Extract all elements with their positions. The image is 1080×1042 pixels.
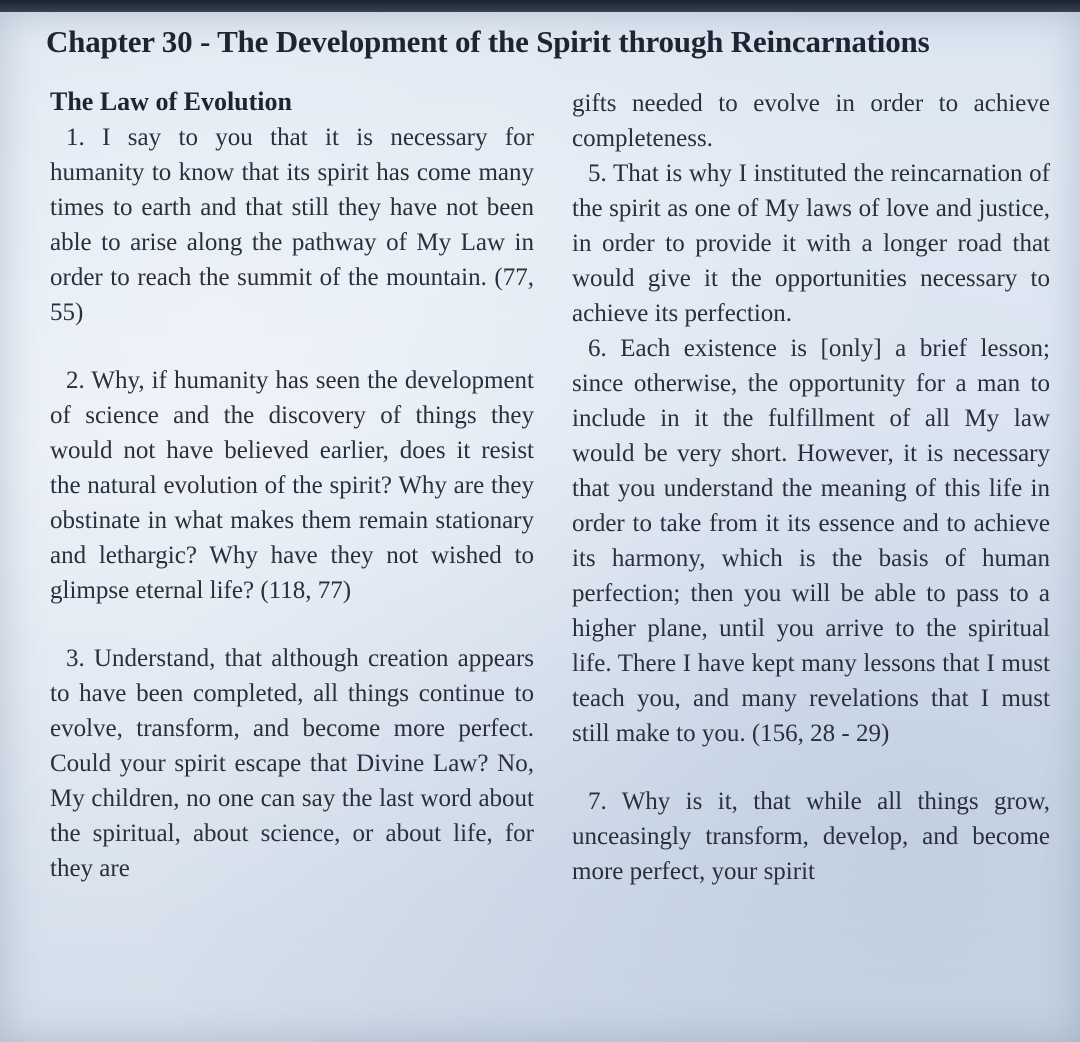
paragraph-gap — [50, 330, 534, 363]
chapter-title: Chapter 30 - The Development of the Spirit through Reincarnations — [46, 24, 930, 59]
paragraph-3: 3. Understand, that although creation appears to have been completed, all things continue to evolve, transform, and become more perfect. Could your spirit escape that Divine Law? No, My children, no one can say the last word about the spiritual, about science, or about life, for they are — [50, 645, 534, 882]
paragraph-gap — [50, 608, 534, 641]
paragraph-1: 1. I say to you that it is necessary for humanity to know that its spirit has come many times to earth and that still they have not been able to arise along the pathway of My Law in order to reach the summit of the mountain. (77, 55) — [50, 124, 534, 326]
paragraph-4-continuation: gifts needed to evolve in order to achieve completeness. — [572, 90, 1050, 152]
book-page — [0, 12, 1080, 1042]
right-column — [572, 86, 1050, 889]
paragraph-2: 2. Why, if humanity has seen the development of science and the discovery of things they would not have believed earlier, does it resist the natural evolution of the spirit? Why are they obstinate in what makes them remain stationary and lethargic? Why have they not wished to glimpse eternal life? (118, 77) — [50, 367, 534, 604]
paragraph-7: 7. Why is it, that while all things grow, unceasingly transform, develop, and become more perfect, your spirit — [572, 788, 1050, 885]
paragraph-5: 5. That is why I instituted the reincarnation of the spirit as one of My laws of love and justice, in order to provide it with a longer road that would give it the opportunities necessary to achieve its perfection. — [572, 160, 1050, 327]
paragraph-gap — [572, 751, 1050, 784]
left-column — [50, 86, 534, 886]
section-heading: The Law of Evolution — [50, 87, 292, 116]
paragraph-6: 6. Each existence is [only] a brief lesson; since otherwise, the opportunity for a man to include in it the fulfillment of all My law would be very short. However, it is necessary that you understand the meaning of this life in order to take from it its essence and to achieve its harmony, which is the basis of human perfection; then you will be able to pass to a higher plane, until you arrive to the spiritual life. There I have kept many lessons that I must teach you, and many revelations that I must still make to you. (156, 28 - 29) — [572, 335, 1050, 747]
